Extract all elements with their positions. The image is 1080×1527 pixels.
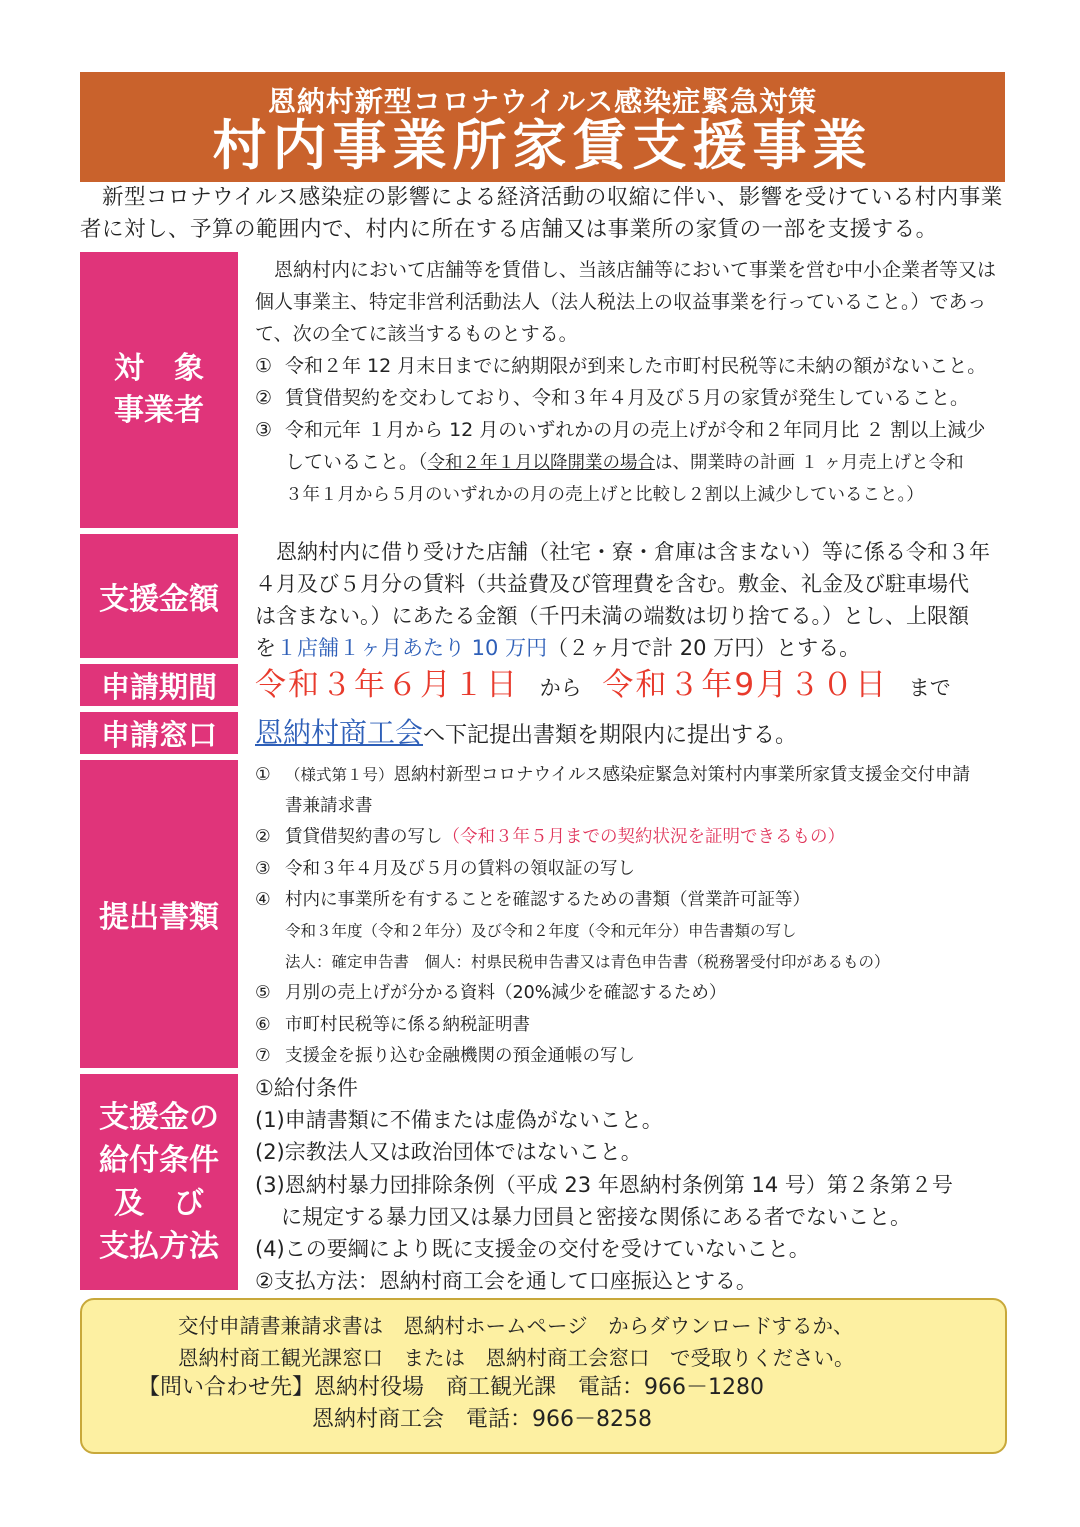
doc-1: ① （様式第１号）恩納村新型コロナウイルス感染症緊急対策村内事業所家賃支援金交付申請: [255, 765, 970, 785]
amount-p3: は含まない。）にあたる金額（千円未満の端数は切り捨てる。）とし、上限額: [255, 604, 969, 628]
amount-cap: １店舗１ヶ月あたり 10 万円: [276, 636, 548, 660]
label-target: [80, 252, 238, 528]
doc-1-b: 書兼請求書: [285, 796, 373, 817]
target-p3: て、次の全てに該当するものとする。: [255, 323, 578, 345]
title-banner: [80, 72, 1005, 182]
amount-p2: ４月及び５月分の賃料（共益費及び管理費を含む。敷金、礼金及び駐車場代: [255, 572, 969, 596]
banner-subtitle: 恩納村新型コロナウイルス感染症緊急対策: [267, 85, 818, 118]
target-item3-b: していること。（令和２年１月以降開業の場合は、開業時の計画 １ ヶ月売上げと令和: [285, 451, 964, 473]
doc-3: ③ 令和３年４月及び５月の賃料の領収証の写し: [255, 858, 635, 879]
intro-line1: 新型コロナウイルス感染症の影響による経済活動の収縮に伴い、影響を受けている村内事業: [80, 185, 1003, 210]
conditions-content: [255, 1072, 1015, 1297]
cond-4: (4)この要綱により既に支援金の交付を受けていないこと。: [255, 1237, 810, 1262]
window-org: 恩納村商工会: [255, 716, 424, 749]
period-from: から: [539, 676, 582, 700]
cond-5: ②支払方法：恩納村商工会を通して口座振込とする。: [255, 1269, 757, 1294]
window-content: [255, 710, 1005, 759]
label-period: 申請期間: [80, 664, 238, 706]
doc-4-c: 法人：確定申告書 個人：村県民税申告書又は青色申告書（税務署受付印があるもの）: [285, 953, 890, 972]
period-end: 令和３年9月３０日: [602, 667, 889, 703]
doc-6: ⑥ 市町村民税等に係る納税証明書: [255, 1014, 530, 1035]
intro-text: [80, 182, 1008, 246]
cond-2: (2)宗教法人又は政治団体ではないこと。: [255, 1140, 642, 1165]
label-conditions: 支援金の 給付条件 及 び 支払方法: [80, 1074, 238, 1290]
contact-notice: [80, 1298, 1007, 1454]
window-text: へ下記提出書類を期限内に提出する。: [423, 723, 798, 748]
documents-content: [255, 760, 1005, 1072]
label-target-line2: 事業者: [114, 393, 204, 428]
target-content: [255, 254, 1000, 511]
doc-4: ④ 村内に事業所を有することを確認するための書類（営業許可証等）: [255, 889, 810, 910]
target-p2: 個人事業主、特定非営利活動法人（法人税法上の収益事業を行っていること。）であっ: [255, 291, 987, 313]
intro-line2: 者に対し、予算の範囲内で、村内に所在する店舗又は事業所の家賃の一部を支援する。: [80, 217, 938, 242]
period-until: まで: [908, 676, 951, 700]
cond-0: ①給付条件: [255, 1076, 358, 1100]
target-item3-c: ３年１月から５月のいずれかの月の売上げと比較し２割以上減少していること。）: [285, 485, 924, 505]
target-item1: ① 令和２年 12 月末日までに納期限が到来した市町村民税等に未納の額がないこと。: [255, 355, 987, 377]
doc-5: ⑤ 月別の売上げが分かる資料（20%減少を確認するため）: [255, 983, 727, 1004]
label-amount: 支援金額: [80, 534, 238, 658]
label-window: 申請窓口: [80, 712, 238, 754]
cond-3a: (3)恩納村暴力団排除条例（平成 23 年恩納村条例第 14 号）第２条第２号: [255, 1172, 953, 1197]
banner-title: 村内事業所家賃支援事業: [212, 114, 873, 177]
notice-line1: 交付申請書兼請求書は 恩納村ホームページ からダウンロードするか、: [178, 1314, 854, 1338]
amount-p4: を１店舗１ヶ月あたり 10 万円（２ヶ月で計 20 万円）とする。: [255, 636, 861, 660]
cond-3b: に規定する暴力団又は暴力団員と密接な関係にある者でないこと。: [281, 1204, 911, 1229]
cond-1: (1)申請書類に不備または虚偽がないこと。: [255, 1108, 663, 1133]
doc-7: ⑦ 支援金を振り込む金融機関の預金通帳の写し: [255, 1045, 635, 1066]
label-target-line1: 対 象: [114, 351, 204, 386]
notice-line4: 恩納村商工会 電話：966－8258: [312, 1407, 652, 1432]
target-item2: ② 賃貸借契約を交わしており、令和３年４月及び５月の家賃が発生していること。: [255, 387, 970, 409]
target-item3: ③ 令和元年 １月から 12 月のいずれかの月の売上げが令和２年同月比 ２ 割以上減少: [255, 419, 986, 441]
label-documents: 提出書類: [80, 760, 238, 1068]
period-start: 令和３年６月１日: [255, 667, 519, 703]
doc-2: ② 賃貸借契約書の写し（令和３年５月までの契約状況を証明できるもの）: [255, 827, 845, 848]
target-p1: 恩納村内において店舗等を賃借し、当該店舗等において事業を営む中小企業者等又は: [274, 259, 997, 281]
notice-line2: 恩納村商工観光課窓口 または 恩納村商工会窓口 で受取りください。: [178, 1346, 855, 1370]
amount-p1: 恩納村内に借り受けた店舗（社宅・寮・倉庫は含まない）等に係る令和３年: [276, 540, 990, 564]
period-content: [255, 662, 1005, 711]
doc-4-b: 令和３年度（令和２年分）及び令和２年度（令和元年分）申告書類の写し: [285, 922, 797, 941]
amount-content: [255, 536, 1005, 664]
notice-line3: 【問い合わせ先】恩納村役場 商工観光課 電話：966－1280: [138, 1375, 764, 1400]
